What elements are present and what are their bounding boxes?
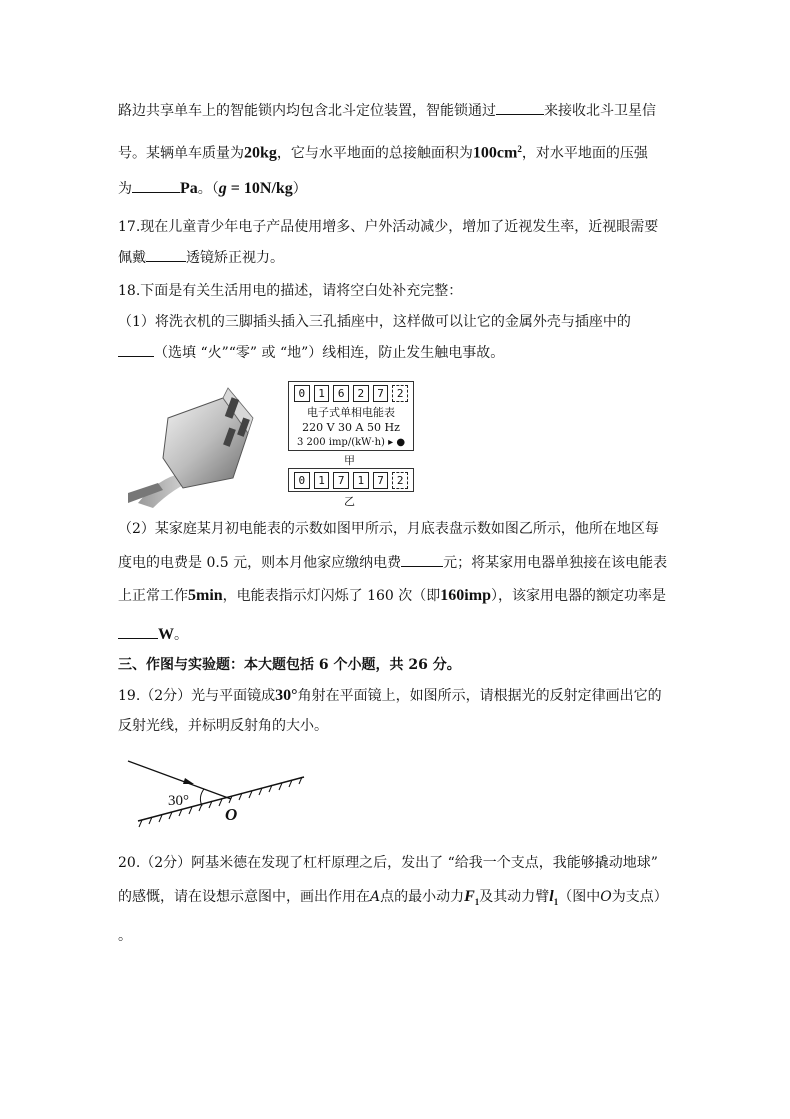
unit-w: W	[158, 626, 174, 643]
imp-value: 160imp	[440, 587, 491, 604]
meter-digits-jia	[289, 382, 413, 405]
question-20-line3: 。	[118, 928, 132, 944]
meter-digit: 1	[353, 472, 369, 489]
text: ，对水平地面的压强	[521, 145, 648, 162]
meter-digit: 0	[294, 472, 310, 489]
answer-blank[interactable]	[118, 342, 154, 357]
text-line	[118, 178, 307, 199]
energy-meter-jia	[288, 381, 414, 451]
meter-digit: 1	[314, 472, 330, 489]
text: 及其动力臂	[479, 889, 550, 905]
text: 为支点）	[611, 889, 668, 905]
meter-digit: 2	[353, 385, 369, 402]
text: 透镜矫正视力。	[186, 250, 284, 266]
text: 。	[174, 627, 188, 643]
angle-value: 30°	[275, 687, 298, 704]
area-exponent: 2	[517, 144, 522, 154]
answer-blank[interactable]	[496, 100, 544, 115]
question-17-line2	[118, 247, 284, 268]
symbol-g: g	[218, 180, 227, 197]
text: 路边共享单车上的智能锁内均包含北斗定位装置，智能锁通过	[118, 103, 496, 119]
mass-value: 20kg	[244, 144, 277, 162]
text: ，电能表指示灯闪烁了 160 次（即	[222, 588, 441, 604]
meter-digit: 7	[373, 385, 389, 402]
text: ），该家用电器的额定功率是	[490, 588, 666, 604]
text: 为	[118, 181, 132, 197]
meter-digit: 0	[294, 385, 310, 402]
answer-blank[interactable]	[118, 624, 158, 639]
mirror-reflection-figure	[124, 755, 314, 830]
meter-name: 电子式单相电能表	[307, 406, 395, 419]
text: （选填 “火”“零” 或 “地”）线相连，防止发生触电事故。	[154, 345, 505, 361]
figure-label-jia: 甲	[344, 454, 355, 467]
arm-subscript: 1	[553, 896, 559, 907]
meter-digit: 7	[373, 472, 389, 489]
meter-digit-decimal: 2	[392, 385, 408, 402]
time-value: 5min	[188, 587, 223, 604]
meter-spec: 220 V 30 A 50 Hz	[302, 421, 400, 434]
text: 角射在平面镜上，如图所示，请根据光的反射定律画出它的	[297, 688, 662, 704]
meter-digits-yi	[289, 469, 413, 492]
section-3-title: 三、作图与实验题：本大题包括 6 个小题，共 26 分。	[118, 657, 461, 673]
question-18-part2-line4	[118, 624, 188, 645]
text: 号。某辆单车质量为	[118, 145, 244, 162]
force-symbol: F	[464, 888, 475, 905]
question-19-line1	[118, 686, 662, 706]
arm-symbol: l	[549, 888, 554, 905]
text: 点的最小动力	[380, 889, 465, 905]
g-value: = 10N/kg	[226, 180, 293, 197]
text: 元；将某家用电器单独接在该电能表	[443, 555, 668, 571]
text: ，它与水平地面的总接触面积为	[276, 145, 473, 162]
figure-label-yi: 乙	[344, 495, 355, 508]
question-18-part2-line2	[118, 552, 667, 573]
force-subscript: 1	[474, 896, 480, 907]
point-o-label: O	[225, 805, 238, 824]
text: 度电的电费是 0.5 元，则本月他家应缴纳电费	[118, 555, 402, 571]
question-18-part1: （1）将洗衣机的三脚插头插入三孔插座中，这样做可以让它的金属外壳与插座中的	[118, 314, 631, 330]
text: 来接收北斗卫星信	[544, 103, 656, 119]
question-20-line2	[118, 887, 668, 912]
text: 上正常工作	[118, 588, 188, 604]
meter-digit: 1	[314, 385, 330, 402]
unit: Pa	[180, 180, 198, 197]
area-value: 100cm	[472, 144, 518, 162]
point-a: A	[370, 889, 381, 905]
point-o: O	[600, 889, 612, 905]
question-19-line2: 反射光线，并标明反射角的大小。	[118, 718, 328, 734]
question-18-part2-line3	[118, 586, 666, 606]
question-18-title: 18.下面是有关生活用电的描述，请将空白处补充完整：	[118, 283, 463, 299]
text: ）	[292, 181, 307, 197]
text: 。（	[197, 181, 219, 197]
question-18-part2-line1: （2）某家庭某月初电能表的示数如图甲所示，月底表盘示数如图乙所示，他所在地区每	[118, 521, 659, 537]
text: 佩戴	[118, 250, 146, 266]
text: 19.（2分）光与平面镜成	[118, 688, 276, 704]
meter-imp-rate: 3 200 imp/(kW·h) ▸ ●	[296, 437, 406, 448]
answer-blank[interactable]	[132, 178, 180, 193]
text: （图中	[558, 889, 601, 905]
text-line	[118, 139, 648, 164]
answer-blank[interactable]	[146, 247, 186, 262]
three-pin-plug-image	[128, 378, 262, 508]
text: 的感慨，请在设想示意图中，画出作用在	[118, 889, 370, 905]
text-line	[118, 100, 656, 121]
question-17-line1: 17.现在儿童青少年电子产品使用增多、户外活动减少，增加了近视发生率，近视眼需要	[118, 219, 659, 235]
angle-label: 30°	[168, 793, 189, 809]
question-18-part1b	[118, 342, 504, 363]
energy-meter-yi	[288, 468, 414, 492]
meter-digit-decimal: 2	[392, 472, 408, 489]
meter-digit: 6	[333, 385, 349, 402]
question-20-line1: 20.（2分）阿基米德在发现了杠杆原理之后，发出了 “给我一个支点，我能够撬动地球”	[118, 855, 658, 871]
answer-blank[interactable]	[401, 552, 443, 567]
meter-digit: 7	[333, 472, 349, 489]
